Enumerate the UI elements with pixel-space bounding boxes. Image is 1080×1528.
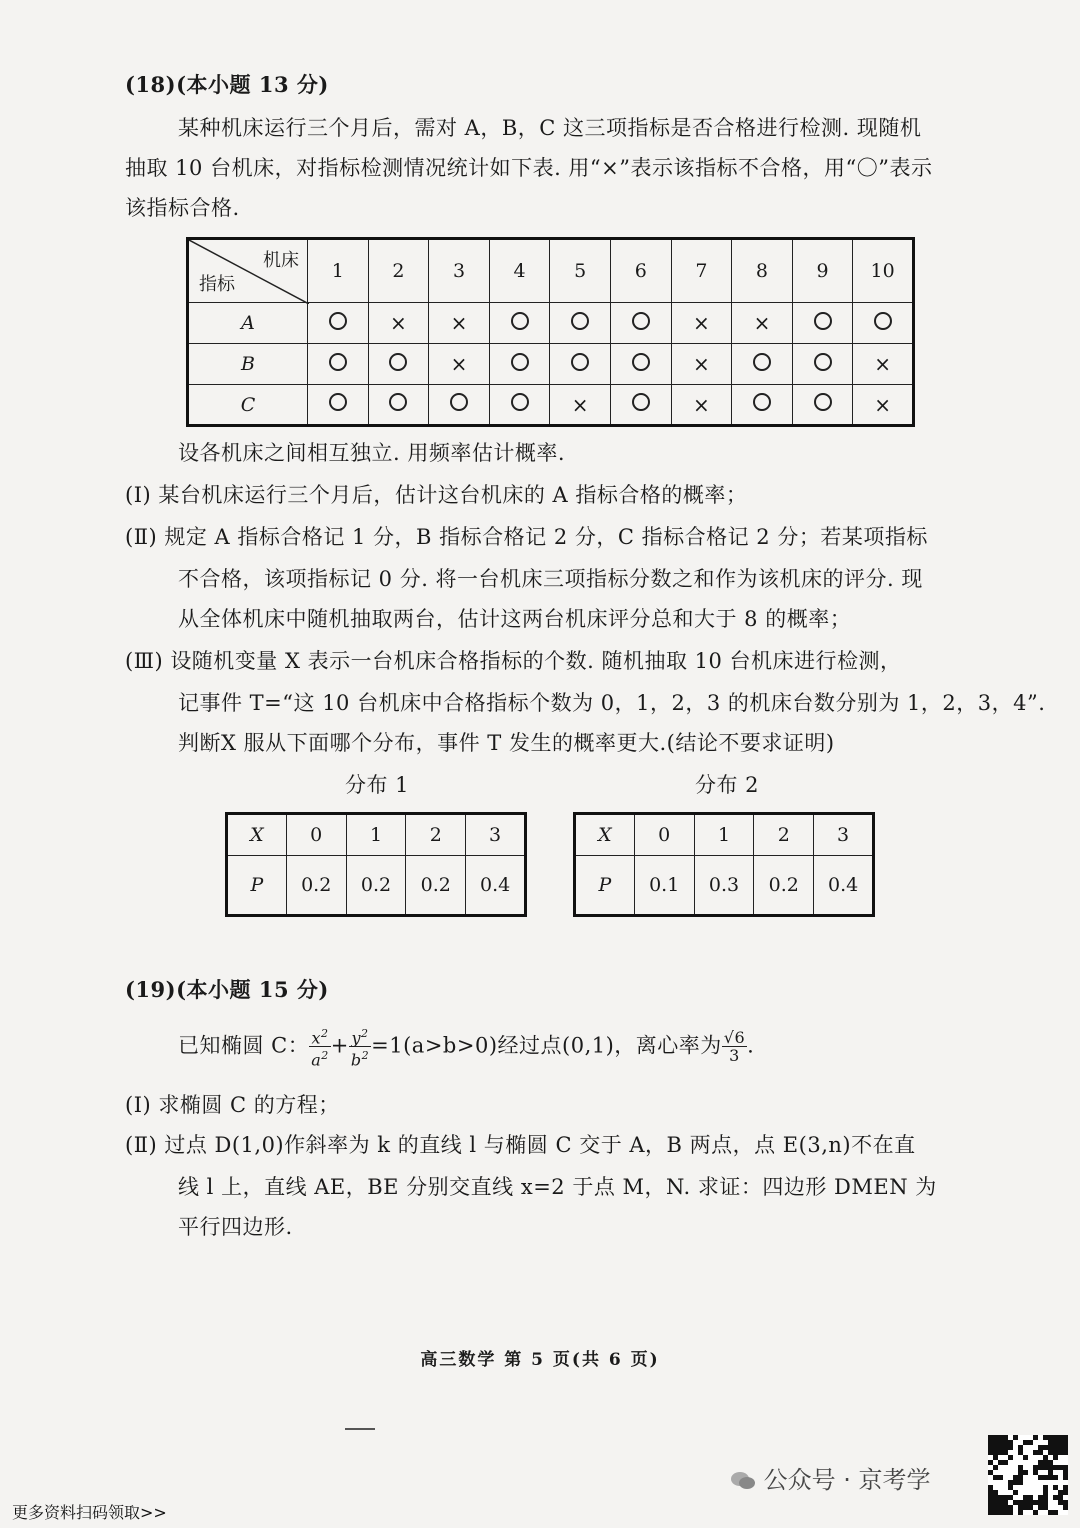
b-term: b xyxy=(350,1050,362,1070)
pass-circle-icon xyxy=(632,312,650,330)
table-cell xyxy=(308,385,369,426)
table-corner-header xyxy=(188,239,308,303)
column-header-8: 8 xyxy=(732,239,793,303)
table-cell xyxy=(671,344,732,385)
pass-circle-icon xyxy=(753,393,771,411)
pass-circle-icon xyxy=(511,312,529,330)
column-header-3: 3 xyxy=(429,239,490,303)
pass-circle-icon xyxy=(511,393,529,411)
q18-intro-line-2: 抽取 10 台机床，对指标检测情况统计如下表. 用“×”表示该指标不合格，用“〇”表示 xyxy=(125,156,933,180)
x-value-2: 2 xyxy=(406,814,466,856)
table-cell xyxy=(308,303,369,344)
x-row xyxy=(575,814,874,856)
table-cell xyxy=(610,385,671,426)
watermark xyxy=(730,1460,931,1495)
q18-part2-line-1: (Ⅱ) 规定 A 指标合格记 1 分，B 指标合格记 2 分，C 指标合格记 2 分；若某项指标 xyxy=(125,525,928,549)
table-cell xyxy=(853,344,914,385)
x-value-2: 2 xyxy=(754,814,814,856)
ecc-denominator: 3 xyxy=(729,1046,740,1066)
pass-circle-icon xyxy=(814,353,832,371)
fail-cross-icon: × xyxy=(571,392,589,417)
pass-circle-icon xyxy=(329,312,347,330)
q18-part3-line-3: 判断X 服从下面哪个分布，事件 T 发生的概率更大.(结论不要求证明) xyxy=(178,731,835,755)
table-cell xyxy=(368,303,429,344)
fail-cross-icon: × xyxy=(692,352,710,376)
y-term: y xyxy=(351,1028,362,1048)
a-term: a xyxy=(311,1050,322,1070)
watermark-text: 公众号 · 京考学 xyxy=(763,1466,931,1494)
frac-y-over-b xyxy=(349,1025,371,1069)
q19-stem-mid: =1(a>b>0)经过点(0,1)，离心率为 xyxy=(371,1033,722,1058)
table-cell xyxy=(489,385,550,426)
column-header-4: 4 xyxy=(489,239,550,303)
table-cell xyxy=(610,303,671,344)
q19-part2-line-3: 平行四边形. xyxy=(178,1215,293,1239)
q19-stem-prefix: 已知椭圆 C： xyxy=(178,1033,310,1058)
dist2-title: 分布 2 xyxy=(695,773,760,797)
q19-part1: (Ⅰ) 求椭圆 C 的方程； xyxy=(125,1093,340,1117)
table-cell xyxy=(489,303,550,344)
table-cell xyxy=(671,385,732,426)
table-row xyxy=(188,344,914,385)
q18-part3-line-1: (Ⅲ) 设随机变量 X 表示一台机床合格指标的个数. 随机抽取 10 台机床进行检测， xyxy=(125,649,902,673)
q18-part3-line-2: 记事件 T=“这 10 台机床中合格指标个数为 0，1，2，3 的机床台数分别为 1，2，3，4”. xyxy=(178,691,1046,715)
pass-circle-icon xyxy=(753,353,771,371)
q18-part2-line-2: 不合格，该项指标记 0 分. 将一台机床三项指标分数之和作为该机床的评分. 现 xyxy=(178,567,923,591)
row-label-B: B xyxy=(188,344,308,385)
table-cell xyxy=(429,344,490,385)
pass-circle-icon xyxy=(329,393,347,411)
b-exponent: 2 xyxy=(361,1049,370,1063)
p-value-0: 0.1 xyxy=(634,856,694,916)
table-cell xyxy=(792,385,853,426)
distribution-1-table xyxy=(225,812,527,917)
qr-code-icon[interactable] xyxy=(988,1435,1068,1515)
table-cell xyxy=(429,385,490,426)
q18-part1: (Ⅰ) 某台机床运行三个月后，估计这台机床的 A 指标合格的概率； xyxy=(125,483,748,507)
q18-heading: (18)(本小题 13 分) xyxy=(125,72,329,97)
table-cell xyxy=(732,344,793,385)
column-header-9: 9 xyxy=(792,239,853,303)
plus-sign: + xyxy=(330,1033,349,1058)
x-value-1: 1 xyxy=(346,814,406,856)
pass-circle-icon xyxy=(632,393,650,411)
x-label: X xyxy=(227,814,287,856)
fail-cross-icon: × xyxy=(692,392,710,417)
p-label: P xyxy=(227,856,287,916)
pass-circle-icon xyxy=(874,312,892,330)
q18-intro-line-1: 某种机床运行三个月后，需对 A，B，C 这三项指标是否合格进行检测. 现随机 xyxy=(178,116,922,140)
table-cell xyxy=(671,303,732,344)
table-cell xyxy=(550,303,611,344)
table-cell xyxy=(732,303,793,344)
q19-part2-line-1: (Ⅱ) 过点 D(1,0)作斜率为 k 的直线 l 与椭圆 C 交于 A，B 两点，点 E(3,n)不在直 xyxy=(125,1133,916,1157)
pass-circle-icon xyxy=(571,312,589,330)
p-value-0: 0.2 xyxy=(286,856,346,916)
fail-cross-icon: × xyxy=(692,311,710,335)
x-value-3: 3 xyxy=(814,814,874,856)
x-row xyxy=(227,814,526,856)
q19-heading: (19)(本小题 15 分) xyxy=(125,977,329,1002)
table-cell xyxy=(550,344,611,385)
table-cell xyxy=(308,344,369,385)
table-row xyxy=(188,385,914,426)
pass-circle-icon xyxy=(389,393,407,411)
scan-mark xyxy=(345,1428,375,1430)
ecc-numerator: √6 xyxy=(723,1028,746,1048)
p-label: P xyxy=(575,856,635,916)
frac-x-over-a xyxy=(309,1025,331,1069)
fail-cross-icon: × xyxy=(874,352,892,376)
q18-part2-line-3: 从全体机床中随机抽取两台，估计这两台机床评分总和大于 8 的概率； xyxy=(178,607,852,631)
table-cell xyxy=(792,303,853,344)
x-exponent: 2 xyxy=(321,1027,329,1040)
fail-cross-icon: × xyxy=(874,392,892,417)
column-header-6: 6 xyxy=(610,239,671,303)
p-value-3: 0.4 xyxy=(466,856,526,916)
pass-circle-icon xyxy=(814,393,832,411)
corner-top-label: 机床 xyxy=(263,250,299,271)
table-cell xyxy=(792,344,853,385)
table-row xyxy=(188,303,914,344)
fail-cross-icon: × xyxy=(753,311,771,335)
x-value-0: 0 xyxy=(286,814,346,856)
q18-assumption: 设各机床之间相互独立. 用频率估计概率. xyxy=(178,441,566,465)
q19-part2-line-2: 线 l 上，直线 AE，BE 分别交直线 x=2 于点 M，N. 求证：四边形 DMEN 为 xyxy=(178,1175,937,1199)
pass-circle-icon xyxy=(389,353,407,371)
p-value-2: 0.2 xyxy=(754,856,814,916)
a-exponent: 2 xyxy=(321,1049,329,1063)
q19-stem-end: . xyxy=(747,1033,755,1058)
pass-circle-icon xyxy=(814,312,832,330)
pass-circle-icon xyxy=(329,353,347,371)
x-value-1: 1 xyxy=(694,814,754,856)
p-row xyxy=(227,856,526,916)
column-header-5: 5 xyxy=(550,239,611,303)
row-label-C: C xyxy=(188,385,308,426)
dist1-title: 分布 1 xyxy=(345,773,410,797)
p-row xyxy=(575,856,874,916)
table-cell xyxy=(368,344,429,385)
frac-eccentricity xyxy=(722,1029,747,1064)
q19-stem xyxy=(178,1025,754,1069)
more-resources-link[interactable]: 更多资料扫码领取>> xyxy=(12,1503,167,1522)
y-exponent: 2 xyxy=(361,1027,369,1040)
fail-cross-icon: × xyxy=(450,311,468,335)
table-cell xyxy=(610,344,671,385)
table-cell xyxy=(429,303,490,344)
fail-cross-icon: × xyxy=(450,352,468,376)
x-value-3: 3 xyxy=(466,814,526,856)
x-label: X xyxy=(575,814,635,856)
table-cell xyxy=(853,385,914,426)
pass-circle-icon xyxy=(632,353,650,371)
table-cell xyxy=(368,385,429,426)
corner-bottom-label: 指标 xyxy=(199,274,235,295)
fail-cross-icon: × xyxy=(390,311,407,335)
x-term: x xyxy=(311,1028,322,1048)
table-cell xyxy=(489,344,550,385)
table-cell xyxy=(853,303,914,344)
pass-circle-icon xyxy=(511,353,529,371)
column-header-7: 7 xyxy=(671,239,732,303)
table-cell xyxy=(550,385,611,426)
distribution-2-table xyxy=(573,812,875,917)
column-header-2: 2 xyxy=(368,239,429,303)
q18-intro-line-3: 该指标合格. xyxy=(125,196,240,220)
p-value-1: 0.2 xyxy=(346,856,406,916)
x-value-0: 0 xyxy=(634,814,694,856)
inspection-table xyxy=(186,237,915,427)
p-value-3: 0.4 xyxy=(814,856,874,916)
page-footer: 高三数学 第 5 页(共 6 页) xyxy=(420,1350,660,1370)
table-cell xyxy=(732,385,793,426)
p-value-1: 0.3 xyxy=(694,856,754,916)
wechat-icon xyxy=(730,1470,756,1492)
column-header-1: 1 xyxy=(308,239,369,303)
pass-circle-icon xyxy=(450,393,468,411)
p-value-2: 0.2 xyxy=(406,856,466,916)
row-label-A: A xyxy=(188,303,308,344)
column-header-10: 10 xyxy=(853,239,914,303)
pass-circle-icon xyxy=(571,353,589,371)
